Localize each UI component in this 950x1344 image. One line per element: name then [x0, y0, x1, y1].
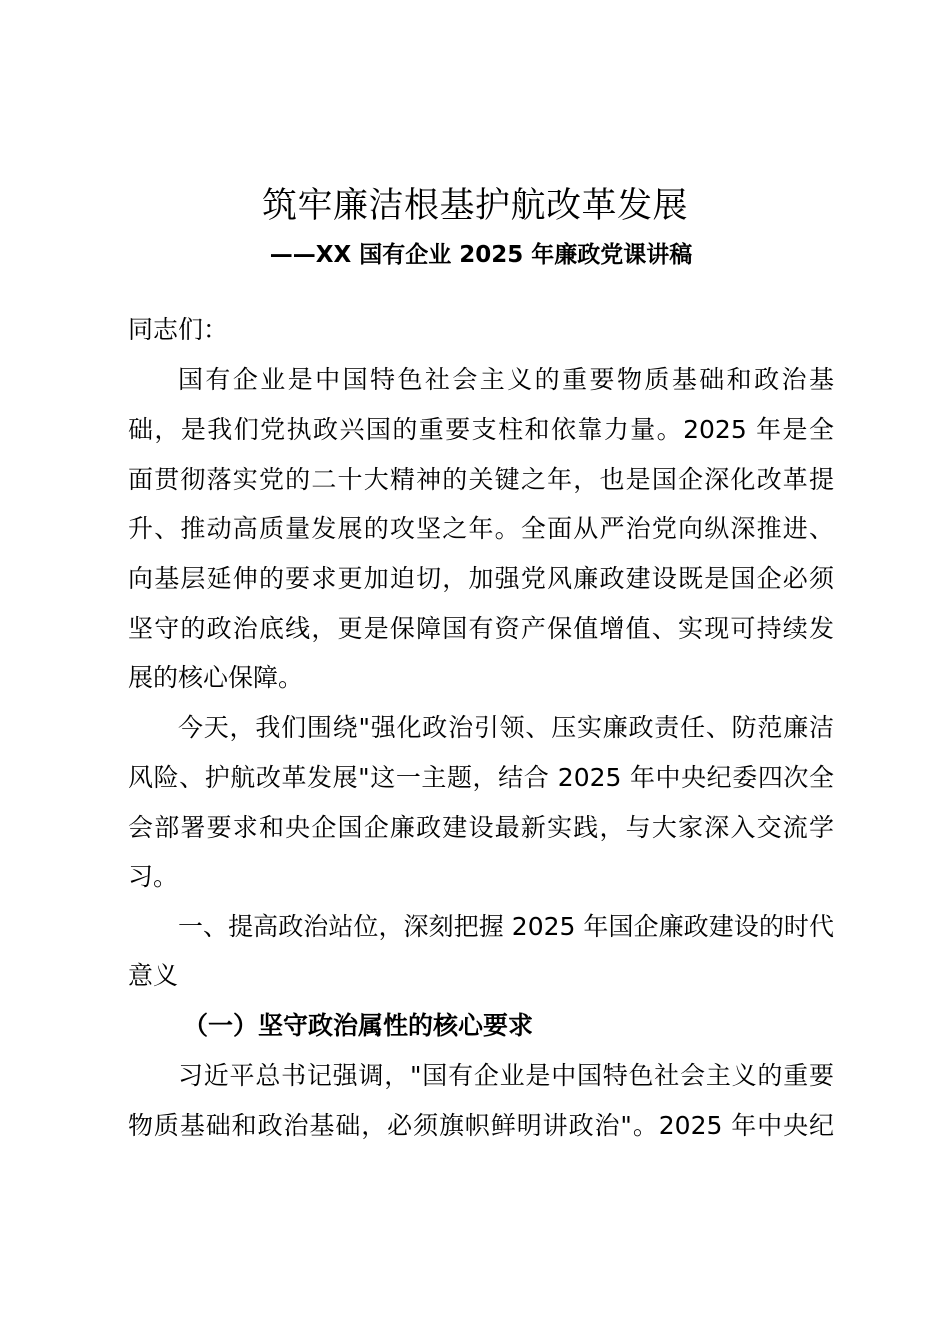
subsection-heading: （一）坚守政治属性的核心要求 [183, 1011, 534, 1040]
document-title: 筑牢廉洁根基护航改革发展 [261, 186, 688, 226]
paragraph-line: 面贯彻落实党的二十大精神的关键之年，也是国企深化改革提 [128, 465, 834, 494]
paragraph-line: 物质基础和政治基础，必须旗帜鲜明讲政治"。2025 年中央纪 [128, 1111, 834, 1140]
paragraph-line: 国有企业是中国特色社会主义的重要物质基础和政治基 [178, 365, 834, 394]
paragraph-line: 向基层延伸的要求更加迫切，加强党风廉政建设既是国企必须 [128, 564, 834, 593]
paragraph-line: 习近平总书记强调，"国有企业是中国特色社会主义的重要 [178, 1061, 834, 1090]
paragraph-line: 会部署要求和央企国企廉政建设最新实践，与大家深入交流学 [128, 813, 834, 842]
paragraph-line: 展的核心保障。 [128, 663, 304, 692]
paragraph-line: 风险、护航改革发展"这一主题，结合 2025 年中央纪委四次全 [128, 763, 834, 792]
paragraph-line: 今天，我们围绕"强化政治引领、压实廉政责任、防范廉洁 [178, 713, 834, 742]
paragraph-line: 坚守的政治底线，更是保障国有资产保值增值、实现可持续发 [128, 614, 834, 643]
section-heading-line: 一、提高政治站位，深刻把握 2025 年国企廉政建设的时代 [178, 912, 834, 941]
paragraph-line: 础，是我们党执政兴国的重要支柱和依靠力量。2025 年是全 [128, 415, 834, 444]
salutation: 同志们： [128, 315, 229, 344]
paragraph-line: 习。 [128, 862, 179, 891]
section-heading-line: 意义 [128, 961, 179, 990]
paragraph-line: 升、推动高质量发展的攻坚之年。全面从严治党向纵深推进、 [128, 514, 834, 543]
document-subtitle: ——XX 国有企业 2025 年廉政党课讲稿 [269, 242, 693, 268]
